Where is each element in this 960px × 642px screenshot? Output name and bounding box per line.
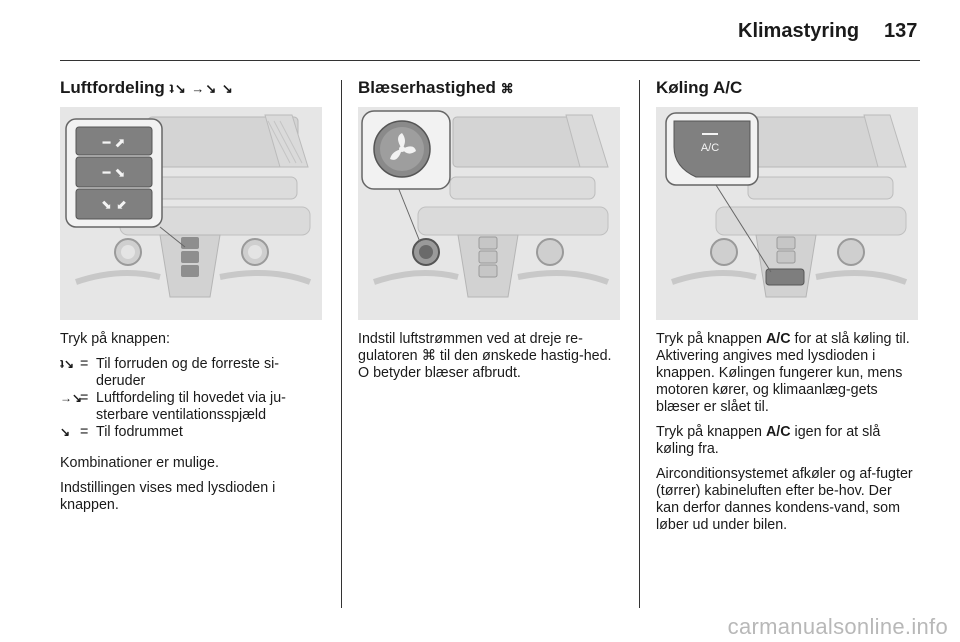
ac-button-label: A/C: [700, 142, 720, 154]
ac-cooling-illustration: [656, 107, 918, 320]
page-header-title: Klimastyring: [738, 20, 860, 42]
svg-text:━ ⬊: ━ ⬊: [102, 166, 126, 181]
ac-key-label: A/C: [765, 424, 791, 440]
header-rule: [60, 60, 920, 61]
paragraph: Kombinationer er mulige.: [60, 455, 219, 471]
page-number: 137: [884, 20, 918, 42]
ac-key-label: A/C: [765, 331, 791, 347]
paragraph: Indstil luftstrømmen ved at dreje re-gulatoren ⌘ til den ønskede hastig-hed. O betyder blæser afbrudt.: [358, 331, 612, 381]
paragraph: Indstillingen vises med lysdioden i knappen.: [60, 480, 276, 513]
section-title: Køling A/C: [656, 78, 743, 97]
definition-list: [60, 356, 322, 441]
section-title: Luftfordeling ʇ↘ →↘ ↘: [60, 75, 322, 101]
definition-row: →↘ = Luftfordeling til hovedet via ju-sterbare ventilationsspjæld: [60, 390, 286, 423]
head-vent-icon: →↘: [60, 391, 83, 405]
air-distribution-illustration: [60, 107, 322, 320]
svg-text:⬊ ⬋: ⬊ ⬋: [101, 198, 127, 213]
paragraph: Tryk på knappen A/C for at slå køling til. Aktivering angives med lysdioden i knappen. Kølingen fungerer kun, mens motoren kører, og klimaanlæg-gets blæser er slået til.: [656, 331, 910, 415]
paragraph: Tryk på knappen A/C igen for at slå køling fra.: [656, 424, 881, 457]
section-fan-speed: [358, 75, 620, 381]
svg-text:━ ⬈: ━ ⬈: [102, 136, 126, 151]
intro-text: Tryk på knappen:: [60, 331, 170, 347]
section-title: Blæserhastighed ⌘: [358, 75, 620, 101]
windscreen-icon: ʇ↘: [60, 357, 75, 371]
fan-speed-illustration: [358, 107, 620, 320]
air-distribution-icons: ʇ↘ →↘ ↘: [169, 81, 234, 96]
column-divider-2: [639, 80, 640, 608]
section-air-distribution: [60, 75, 322, 513]
watermark: carmanualsonline.info: [727, 614, 948, 639]
paragraph: Airconditionsystemet afkøler og af-fugter (tørrer) kabineluften efter be-hov. Der kan derfor dannes kondens-vand, som løber ud under bilen.: [656, 466, 913, 533]
definition-row: ↘ = Til fodrummet: [60, 424, 183, 440]
footwell-icon: ↘: [60, 425, 71, 439]
column-divider-1: [341, 80, 342, 608]
section-ac-cooling: [656, 75, 918, 533]
definition-row: ʇ↘ = Til forruden og de forreste si-deruder: [60, 356, 280, 389]
fan-icon: ⌘: [500, 81, 515, 96]
